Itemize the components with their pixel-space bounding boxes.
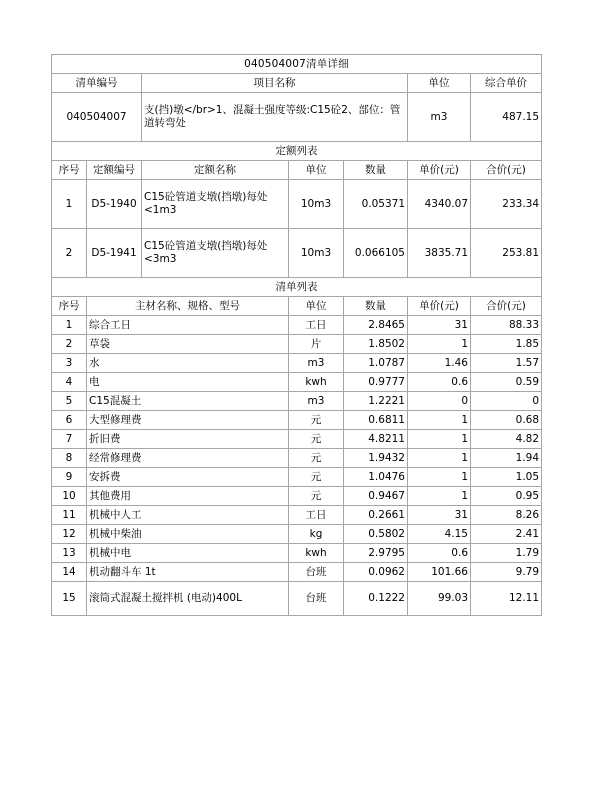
material-unit-price: 31 xyxy=(408,316,471,335)
material-name: 机械中柴油 xyxy=(87,525,289,544)
quota-section-title: 定额列表 xyxy=(52,142,542,161)
material-unit-price: 0.6 xyxy=(408,373,471,392)
quota-unit: 10m3 xyxy=(289,180,344,229)
material-unit-price: 4.15 xyxy=(408,525,471,544)
material-name: 机械中人工 xyxy=(87,506,289,525)
material-quantity: 1.0787 xyxy=(344,354,408,373)
material-row xyxy=(52,411,542,430)
material-unit: kwh xyxy=(289,373,344,392)
material-row xyxy=(52,582,542,616)
material-unit-price: 0 xyxy=(408,392,471,411)
quota-header-cell: 定额编号 xyxy=(87,161,142,180)
material-index: 4 xyxy=(52,373,87,392)
material-quantity: 0.6811 xyxy=(344,411,408,430)
quota-header-cell: 数量 xyxy=(344,161,408,180)
material-header-row xyxy=(52,297,542,316)
material-quantity: 1.8502 xyxy=(344,335,408,354)
material-total: 0 xyxy=(471,392,542,411)
material-unit-price: 1 xyxy=(408,449,471,468)
material-row xyxy=(52,468,542,487)
material-index: 15 xyxy=(52,582,87,616)
material-unit: 元 xyxy=(289,468,344,487)
material-row xyxy=(52,392,542,411)
material-unit: m3 xyxy=(289,392,344,411)
material-name: 滚筒式混凝土搅拌机 (电动)400L xyxy=(87,582,289,616)
material-index: 13 xyxy=(52,544,87,563)
material-unit: 片 xyxy=(289,335,344,354)
material-header-cell: 主材名称、规格、型号 xyxy=(87,297,289,316)
material-quantity: 0.9467 xyxy=(344,487,408,506)
material-index: 7 xyxy=(52,430,87,449)
material-row xyxy=(52,316,542,335)
material-index: 6 xyxy=(52,411,87,430)
bill-price: 487.15 xyxy=(471,93,542,142)
bill-row xyxy=(52,93,542,142)
bill-unit: m3 xyxy=(408,93,471,142)
material-header-cell: 序号 xyxy=(52,297,87,316)
material-unit-price: 1 xyxy=(408,411,471,430)
material-total: 1.85 xyxy=(471,335,542,354)
material-row xyxy=(52,487,542,506)
material-unit: 元 xyxy=(289,487,344,506)
quota-index: 2 xyxy=(52,229,87,278)
material-total: 1.05 xyxy=(471,468,542,487)
quota-index: 1 xyxy=(52,180,87,229)
material-name: 草袋 xyxy=(87,335,289,354)
material-total: 1.79 xyxy=(471,544,542,563)
material-unit-price: 1 xyxy=(408,430,471,449)
material-total: 1.94 xyxy=(471,449,542,468)
material-row xyxy=(52,354,542,373)
material-name: 综合工日 xyxy=(87,316,289,335)
bill-header-code: 清单编号 xyxy=(52,74,142,93)
bill-header-name: 项目名称 xyxy=(142,74,408,93)
material-unit-price: 1 xyxy=(408,468,471,487)
material-unit: kg xyxy=(289,525,344,544)
material-header-cell: 单位 xyxy=(289,297,344,316)
material-quantity: 0.9777 xyxy=(344,373,408,392)
material-name: 大型修理费 xyxy=(87,411,289,430)
quota-header-cell: 定额名称 xyxy=(142,161,289,180)
material-unit-price: 1.46 xyxy=(408,354,471,373)
material-quantity: 4.8211 xyxy=(344,430,408,449)
material-row xyxy=(52,506,542,525)
material-name: C15混凝土 xyxy=(87,392,289,411)
material-total: 88.33 xyxy=(471,316,542,335)
material-unit: 元 xyxy=(289,449,344,468)
material-total: 2.41 xyxy=(471,525,542,544)
material-total: 0.68 xyxy=(471,411,542,430)
quota-header-cell: 序号 xyxy=(52,161,87,180)
quota-unit-price: 4340.07 xyxy=(408,180,471,229)
material-quantity: 1.0476 xyxy=(344,468,408,487)
quota-quantity: 0.05371 xyxy=(344,180,408,229)
material-name: 机械中电 xyxy=(87,544,289,563)
material-index: 14 xyxy=(52,563,87,582)
material-total: 8.26 xyxy=(471,506,542,525)
material-quantity: 0.5802 xyxy=(344,525,408,544)
quota-total: 253.81 xyxy=(471,229,542,278)
material-unit: 台班 xyxy=(289,563,344,582)
material-index: 11 xyxy=(52,506,87,525)
material-index: 3 xyxy=(52,354,87,373)
material-name: 水 xyxy=(87,354,289,373)
quota-name: C15砼管道支墩(挡墩)每处<3m3 xyxy=(142,229,289,278)
material-index: 12 xyxy=(52,525,87,544)
material-total: 1.57 xyxy=(471,354,542,373)
quota-header-cell: 合价(元) xyxy=(471,161,542,180)
material-row xyxy=(52,430,542,449)
material-total: 12.11 xyxy=(471,582,542,616)
quota-header-cell: 单价(元) xyxy=(408,161,471,180)
material-total: 0.95 xyxy=(471,487,542,506)
material-quantity: 2.9795 xyxy=(344,544,408,563)
bill-header-price: 综合单价 xyxy=(471,74,542,93)
material-unit-price: 101.66 xyxy=(408,563,471,582)
material-name: 折旧费 xyxy=(87,430,289,449)
material-quantity: 1.2221 xyxy=(344,392,408,411)
material-header-cell: 数量 xyxy=(344,297,408,316)
material-total: 4.82 xyxy=(471,430,542,449)
bill-header-unit: 单位 xyxy=(408,74,471,93)
material-index: 10 xyxy=(52,487,87,506)
material-quantity: 2.8465 xyxy=(344,316,408,335)
material-row xyxy=(52,525,542,544)
material-section-title: 清单列表 xyxy=(52,278,542,297)
material-unit: m3 xyxy=(289,354,344,373)
bill-header-row xyxy=(52,74,542,93)
material-index: 2 xyxy=(52,335,87,354)
material-unit-price: 99.03 xyxy=(408,582,471,616)
bill-code: 040504007 xyxy=(52,93,142,142)
material-unit-price: 1 xyxy=(408,487,471,506)
material-row xyxy=(52,373,542,392)
quota-code: D5-1941 xyxy=(87,229,142,278)
material-header-cell: 合价(元) xyxy=(471,297,542,316)
material-quantity: 0.1222 xyxy=(344,582,408,616)
material-row xyxy=(52,544,542,563)
material-unit: 台班 xyxy=(289,582,344,616)
material-name: 电 xyxy=(87,373,289,392)
material-row xyxy=(52,335,542,354)
material-quantity: 1.9432 xyxy=(344,449,408,468)
material-unit-price: 0.6 xyxy=(408,544,471,563)
material-unit: kwh xyxy=(289,544,344,563)
material-total: 9.79 xyxy=(471,563,542,582)
quota-quantity: 0.066105 xyxy=(344,229,408,278)
quota-code: D5-1940 xyxy=(87,180,142,229)
material-unit-price: 31 xyxy=(408,506,471,525)
material-unit: 元 xyxy=(289,430,344,449)
material-row xyxy=(52,449,542,468)
material-total: 0.59 xyxy=(471,373,542,392)
quota-total: 233.34 xyxy=(471,180,542,229)
quota-row xyxy=(52,180,542,229)
quota-row xyxy=(52,229,542,278)
material-quantity: 0.2661 xyxy=(344,506,408,525)
quota-unit-price: 3835.71 xyxy=(408,229,471,278)
material-name: 机动翻斗车 1t xyxy=(87,563,289,582)
material-name: 其他费用 xyxy=(87,487,289,506)
table-title: 040504007清单详细 xyxy=(52,55,542,74)
material-name: 安拆费 xyxy=(87,468,289,487)
material-unit: 工日 xyxy=(289,506,344,525)
quota-unit: 10m3 xyxy=(289,229,344,278)
material-unit: 工日 xyxy=(289,316,344,335)
material-index: 9 xyxy=(52,468,87,487)
material-header-cell: 单价(元) xyxy=(408,297,471,316)
bill-detail-table xyxy=(51,54,542,616)
material-index: 1 xyxy=(52,316,87,335)
material-index: 5 xyxy=(52,392,87,411)
material-quantity: 0.0962 xyxy=(344,563,408,582)
material-unit: 元 xyxy=(289,411,344,430)
material-index: 8 xyxy=(52,449,87,468)
bill-name: 支(挡)墩</br>1、混凝土强度等级:C15砼2、部位：管道转弯处 xyxy=(142,93,408,142)
material-name: 经常修理费 xyxy=(87,449,289,468)
material-row xyxy=(52,563,542,582)
quota-name: C15砼管道支墩(挡墩)每处<1m3 xyxy=(142,180,289,229)
quota-header-cell: 单位 xyxy=(289,161,344,180)
material-unit-price: 1 xyxy=(408,335,471,354)
quota-header-row xyxy=(52,161,542,180)
